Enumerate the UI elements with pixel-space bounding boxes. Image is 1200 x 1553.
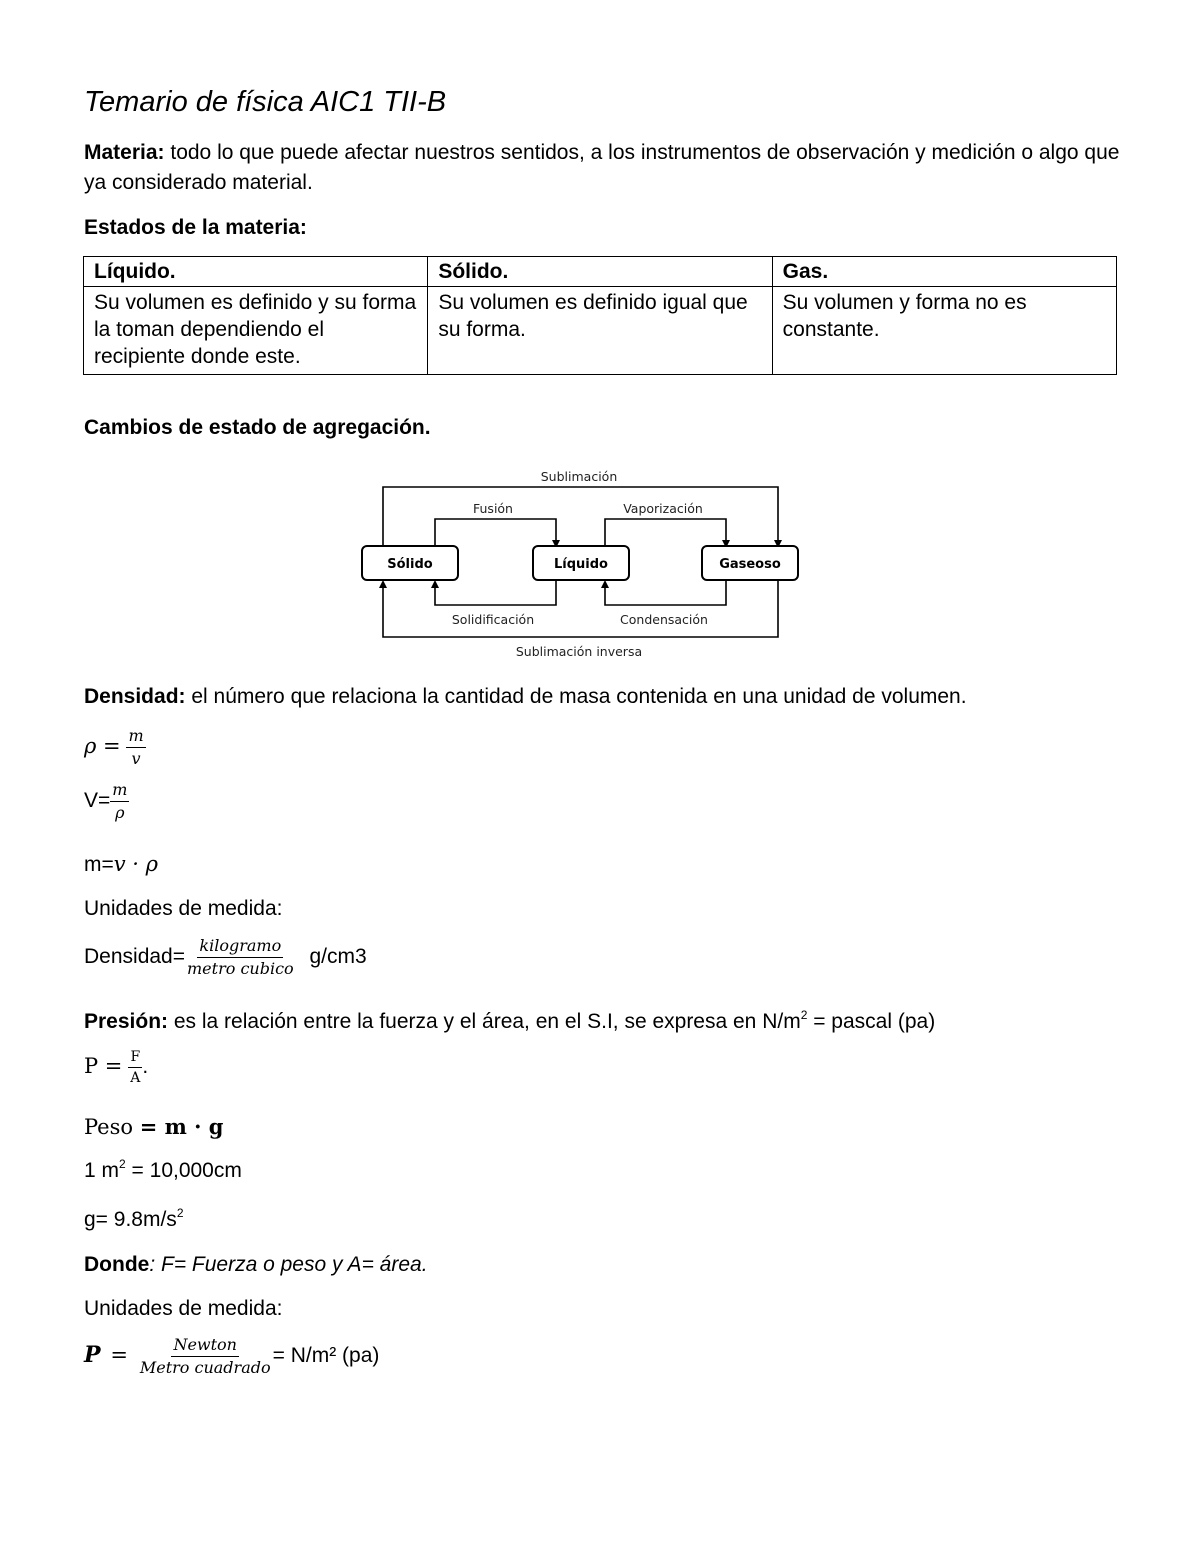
formula-v-fraction — [110, 782, 129, 821]
presion-units-den: Metro cuadrado — [139, 1358, 271, 1377]
densidad-paragraph — [84, 685, 967, 709]
densidad-units-num: kilogramo — [197, 938, 283, 958]
presion-label: Presión: — [84, 1010, 169, 1033]
formula-peso-rhs: = m · g — [139, 1114, 224, 1139]
table-header-row — [84, 257, 1117, 287]
formula-presion — [84, 1050, 148, 1085]
area-sup: 2 — [119, 1157, 126, 1171]
header-liquido: Líquido. — [84, 257, 428, 287]
estados-table — [83, 256, 1117, 375]
donde-label: Donde — [84, 1253, 150, 1276]
densidad-units-lhs: Densidad= — [84, 945, 185, 969]
donde-line — [84, 1253, 428, 1277]
header-gas: Gas. — [772, 257, 1116, 287]
estados-heading — [84, 216, 307, 240]
label-sublimacion: Sublimación — [540, 469, 618, 484]
arrow-sublimacion-inversa — [383, 580, 778, 637]
document-title: Temario de física AIC1 TII-B — [84, 86, 447, 118]
cambios-heading-text: Cambios de estado de agregación. — [84, 416, 431, 439]
area-after: = 10,000cm — [125, 1159, 242, 1182]
cell-solido: Su volumen es definido igual que su forma. — [428, 287, 772, 375]
cambios-heading — [84, 416, 431, 440]
label-sublimacion-inversa: Sublimación inversa — [515, 644, 643, 658]
materia-label: Materia: — [84, 141, 165, 164]
gravity-sup: 2 — [176, 1206, 184, 1220]
densidad-units-fraction — [185, 938, 296, 977]
cell-gas: Su volumen y forma no es constante. — [772, 287, 1116, 375]
formula-densidad-units — [84, 938, 367, 977]
node-solido: Sólido — [387, 557, 433, 572]
formula-p-fraction — [128, 1050, 142, 1085]
formula-rho-lhs: ρ = — [84, 734, 121, 759]
presion-units-eq: = — [110, 1343, 128, 1368]
materia-paragraph — [84, 138, 1124, 198]
arrow-condensacion — [605, 580, 726, 605]
table-row — [84, 287, 1117, 375]
arrow-sublimacion — [383, 487, 778, 546]
formula-volumen — [84, 782, 129, 821]
presion-units-fraction — [138, 1337, 273, 1376]
header-solido: Sólido. — [428, 257, 772, 287]
presion-paragraph — [84, 1008, 935, 1034]
formula-p-den: A — [130, 1070, 141, 1086]
node-liquido: Líquido — [554, 557, 608, 572]
formula-p-num: F — [128, 1050, 142, 1068]
densidad-units-den: metro cubico — [187, 959, 294, 978]
formula-m-lhs: m= — [84, 853, 114, 876]
formula-v-num: m — [110, 782, 129, 802]
label-condensacion: Condensación — [620, 612, 708, 627]
arrow-fusion — [435, 519, 556, 546]
area-before: 1 m — [84, 1159, 120, 1182]
presion-text-after: = pascal (pa) — [807, 1010, 936, 1033]
presion-text-sup: 2 — [800, 1008, 808, 1022]
label-vaporizacion: Vaporización — [623, 501, 703, 516]
gravity-value — [84, 1206, 184, 1232]
presion-units-num: Newton — [171, 1337, 239, 1357]
gravity-before: g= 9.8m/s — [84, 1208, 177, 1231]
formula-presion-units — [84, 1337, 379, 1376]
area-conversion — [84, 1157, 242, 1183]
materia-text: todo lo que puede afectar nuestros sentidos, a los instrumentos de observación y medición o algo que ya considerado material. — [84, 141, 1120, 194]
densidad-text: el número que relaciona la cantidad de masa contenida en una unidad de volumen. — [185, 685, 967, 708]
formula-p-end: . — [142, 1055, 149, 1079]
formula-p-lhs: P = — [84, 1054, 123, 1079]
arrow-solidificacion — [435, 580, 556, 605]
node-gaseoso: Gaseoso — [719, 557, 781, 572]
presion-units-label: Unidades de medida: — [84, 1297, 283, 1320]
formula-rho-fraction — [126, 728, 145, 767]
formula-rho-den: v — [131, 749, 141, 768]
label-solidificacion: Solidificación — [451, 612, 535, 627]
state-change-diagram — [350, 462, 820, 658]
donde-text: : F= Fuerza o peso y A= área. — [149, 1253, 428, 1276]
label-fusion: Fusión — [473, 501, 513, 516]
densidad-label: Densidad: — [84, 685, 186, 708]
presion-units-rhs: = N/m² (pa) — [272, 1344, 380, 1368]
arrow-vaporizacion — [605, 519, 726, 546]
formula-peso-lhs: Peso — [84, 1115, 134, 1139]
formula-peso — [84, 1114, 223, 1139]
formula-densidad — [84, 728, 146, 767]
formula-v-lhs: V= — [84, 789, 111, 813]
densidad-units-rhs: g/cm3 — [309, 945, 367, 969]
formula-masa — [84, 852, 158, 877]
cell-liquido: Su volumen es definido y su forma la toman dependiendo el recipiente donde este. — [84, 287, 428, 375]
presion-units-lhs: P — [84, 1342, 101, 1369]
formula-m-rhs: v · ρ — [113, 852, 159, 876]
formula-rho-num: m — [126, 728, 145, 748]
estados-heading-text: Estados de la materia: — [84, 216, 307, 239]
formula-v-den: ρ — [115, 803, 125, 822]
presion-text: es la relación entre la fuerza y el área, en el S.I, se expresa en N/m — [168, 1010, 801, 1033]
densidad-units-label: Unidades de medida: — [84, 897, 283, 920]
